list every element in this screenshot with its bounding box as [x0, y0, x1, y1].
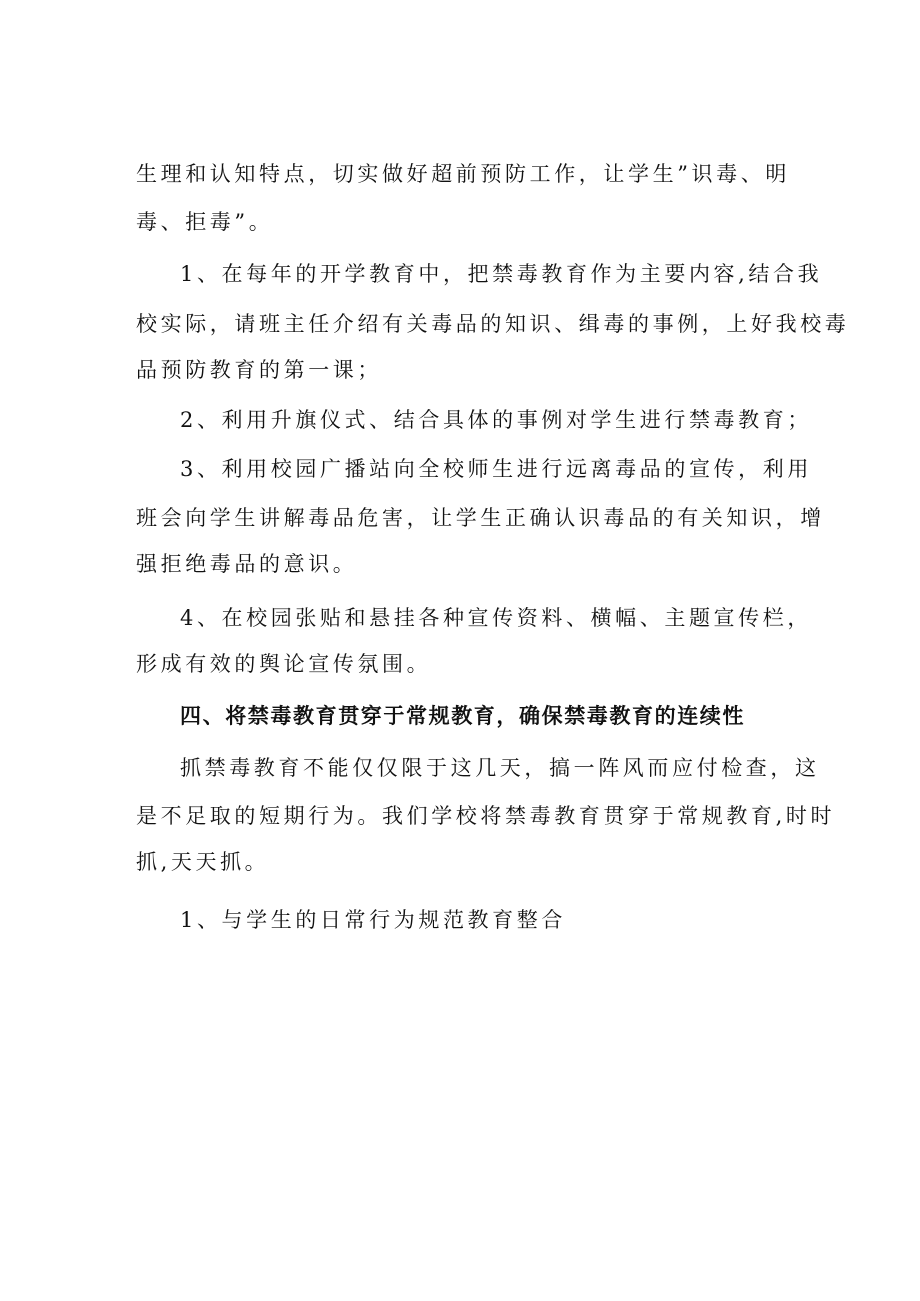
- list-item-line: 班会向学生讲解毒品危害，让学生正确认识毒品的有关知识，增: [136, 506, 825, 530]
- list-item-line: 3、利用校园广播站向全校师生进行远离毒品的宣传，利用: [180, 457, 812, 481]
- list-item-line: 校实际，请班主任介绍有关毒品的知识、缉毒的事例，上好我校毒: [136, 312, 850, 336]
- paragraph-line: 是不足取的短期行为。我们学校将禁毒教育贯穿于常规教育,时时: [136, 804, 836, 828]
- paragraph-line: 毒、拒毒”。: [136, 210, 274, 234]
- list-item-line: 2、利用升旗仪式、结合具体的事例对学生进行禁毒教育；: [180, 408, 812, 432]
- list-item-line: 形成有效的舆论宣传氛围。: [136, 652, 432, 676]
- list-item-line: 强拒绝毒品的意识。: [136, 552, 358, 576]
- paragraph-line: 抓禁毒教育不能仅仅限于这几天，搞一阵风而应付检查，这: [180, 756, 820, 780]
- list-item-line: 品预防教育的第一课；: [136, 358, 382, 382]
- section-heading: 四、将禁毒教育贯穿于常规教育，确保禁毒教育的连续性: [180, 704, 745, 728]
- list-item-line: 1、与学生的日常行为规范教育整合: [180, 908, 566, 932]
- list-item-line: 1、在每年的开学教育中，把禁毒教育作为主要内容,结合我: [180, 262, 823, 286]
- paragraph-line: 抓,天天抓。: [136, 850, 270, 874]
- paragraph-line: 生理和认知特点，切实做好超前预防工作，让学生”识毒、明: [136, 162, 790, 186]
- list-item-line: 4、在校园张贴和悬挂各种宣传资料、横幅、主题宣传栏，: [180, 606, 812, 630]
